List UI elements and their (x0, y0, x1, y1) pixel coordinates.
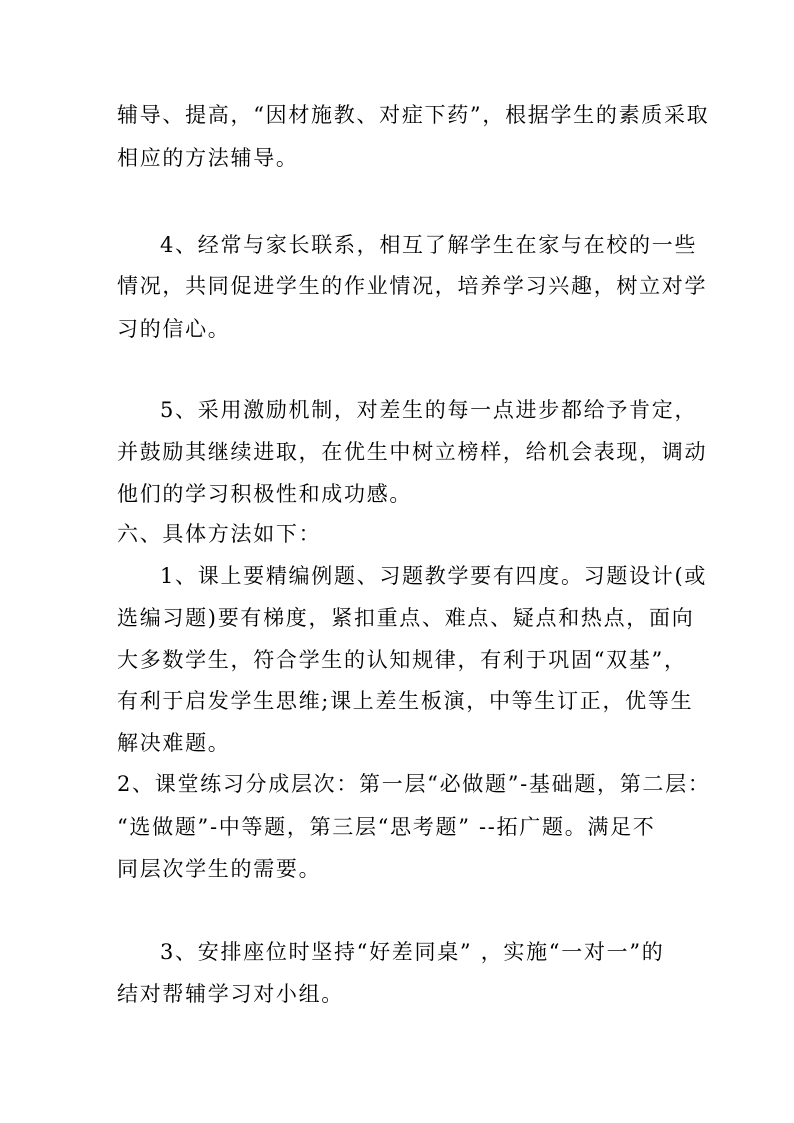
paragraph-5-line-1: 2、课堂练习分成层次：第一层“必做题”-基础题，第二层： (117, 772, 711, 796)
paragraph-4-line-2: 选编习题)要有梯度，紧扣重点、难点、疑点和热点，面向 (117, 606, 695, 630)
paragraph-4-line-3: 大多数学生，符合学生的认知规律，有利于巩固“双基”， (117, 648, 687, 672)
paragraph-6-line-1: 3、安排座位时坚持“好差同桌” ，实施“一对一”的 (160, 940, 665, 964)
paragraph-6-line-2: 结对帮辅学习对小组。 (117, 982, 344, 1006)
paragraph-3-line-1: 5、采用激励机制，对差生的每一点进步都给予肯定， (160, 398, 698, 422)
paragraph-4-line-4: 有利于启发学生思维;课上差生板演，中等生订正，优等生 (117, 689, 694, 713)
paragraph-2-line-1: 4、经常与家长联系，相互了解学生在家与在校的一些 (160, 233, 698, 257)
paragraph-1-line-2: 相应的方法辅导。 (117, 146, 299, 170)
paragraph-5-line-2: “选做题”-中等题，第三层“思考题” --拓广题。满足不 (117, 815, 656, 839)
paragraph-3-line-3: 他们的学习积极性和成功感。 (117, 482, 413, 506)
paragraph-4-line-5: 解决难题。 (117, 731, 231, 755)
paragraph-2-line-3: 习的信心。 (117, 317, 231, 341)
paragraph-1-line-1: 辅导、提高，“因材施教、对症下药”，根据学生的素质采取 (117, 103, 710, 127)
paragraph-3-line-2: 并鼓励其继续进取，在优生中树立榜样，给机会表现，调动 (117, 440, 708, 464)
section-6-heading: 六、具体方法如下： (117, 522, 322, 546)
paragraph-5-line-3: 同层次学生的需要。 (117, 857, 322, 881)
paragraph-2-line-2: 情况，共同促进学生的作业情况，培养学习兴趣，树立对学 (117, 274, 708, 298)
paragraph-4-line-1: 1、课上要精编例题、习题教学要有四度。习题设计(或 (160, 564, 708, 588)
